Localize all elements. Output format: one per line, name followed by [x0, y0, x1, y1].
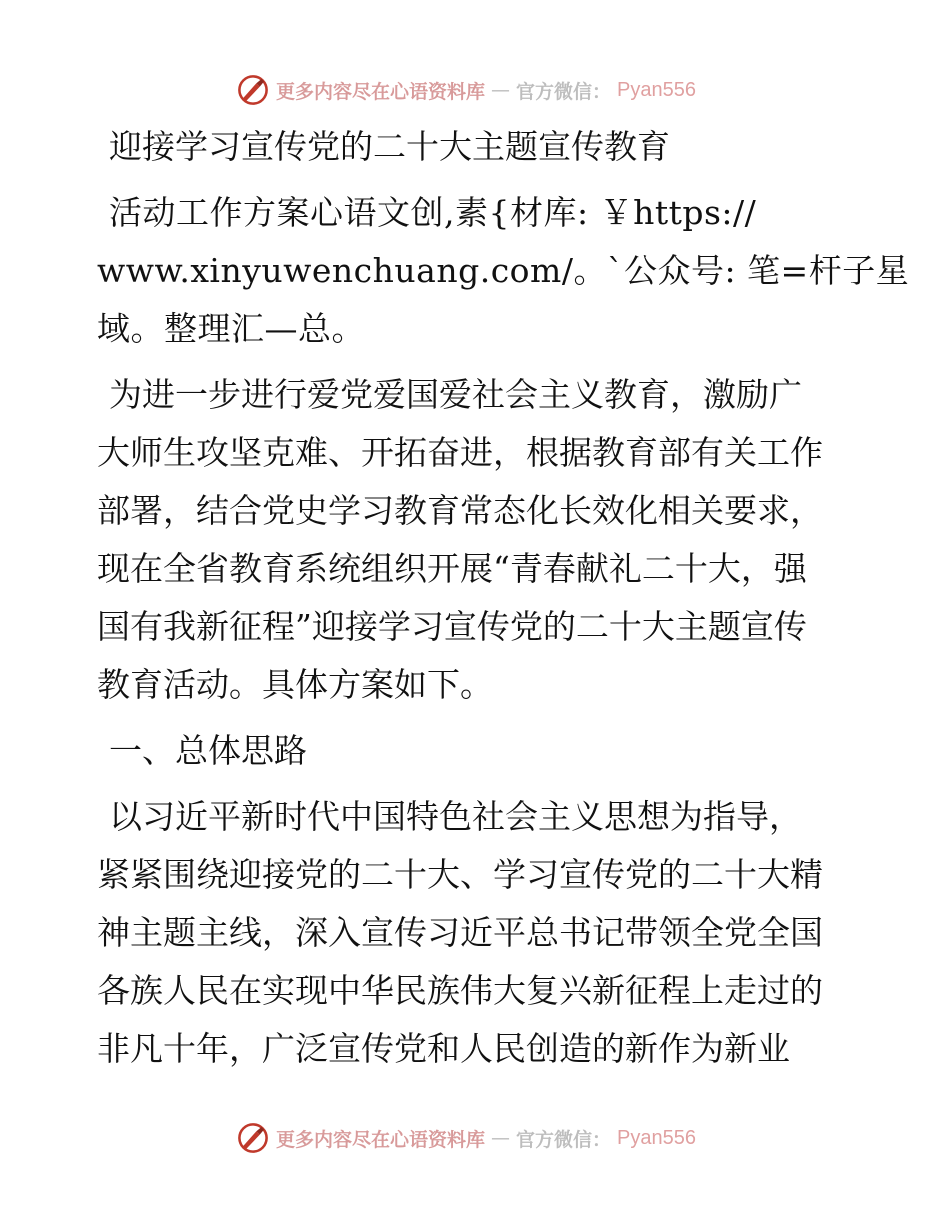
intro-line: 国有我新征程”迎接学习宣传党的二十大主题宣传 — [97, 607, 807, 646]
document-body — [97, 118, 910, 1078]
section-line: 非凡十年，广泛宣传党和人民创造的新作为新业 — [97, 1029, 790, 1068]
banner-wechat-account: Pyan556 — [617, 1126, 696, 1149]
banner-slogan: 更多内容尽在心语资料库 — [276, 1128, 486, 1151]
pen-logo-icon — [236, 73, 270, 107]
source-line: 域。整理汇—总。 — [97, 309, 365, 348]
banner-slogan: 更多内容尽在心语资料库 — [276, 80, 486, 103]
source-line: www.xinyuwenchuang.com/。`公众号: 笔=杆子星 — [97, 251, 910, 290]
pen-logo-icon — [236, 1121, 270, 1155]
section-heading: 一、总体思路 — [109, 731, 307, 770]
intro-line: 部署，结合党史学习教育常态化长效化相关要求， — [97, 491, 823, 530]
banner-wechat-account: Pyan556 — [617, 78, 696, 101]
header-banner — [236, 70, 696, 110]
section-line: 紧紧围绕迎接党的二十大、学习宣传党的二十大精 — [97, 855, 823, 894]
source-line: 活动工作方案心语文创,素{材库: ￥https:// — [109, 193, 757, 232]
banner-wechat-label: 官方微信： — [516, 80, 612, 103]
source-note — [97, 184, 910, 358]
section-line: 神主题主线，深入宣传习近平总书记带领全党全国 — [97, 913, 823, 952]
footer-banner — [236, 1118, 696, 1158]
section-paragraph — [97, 788, 857, 1078]
intro-line: 现在全省教育系统组织开展“青春献礼二十大，强 — [97, 549, 807, 588]
banner-dash: — — [491, 1127, 511, 1149]
intro-line: 为进一步进行爱党爱国爱社会主义教育，激励广 — [109, 375, 802, 414]
intro-line: 大师生攻坚克难、开拓奋进，根据教育部有关工作 — [97, 433, 823, 472]
section-line: 以习近平新时代中国特色社会主义思想为指导， — [109, 797, 802, 836]
banner-wechat-label: 官方微信： — [516, 1128, 612, 1151]
intro-paragraph — [97, 366, 857, 714]
intro-line: 教育活动。具体方案如下。 — [97, 665, 493, 704]
banner-dash: — — [491, 79, 511, 101]
section-line: 各族人民在实现中华民族伟大复兴新征程上走过的 — [97, 971, 823, 1010]
document-title: 迎接学习宣传党的二十大主题宣传教育 — [109, 127, 670, 166]
